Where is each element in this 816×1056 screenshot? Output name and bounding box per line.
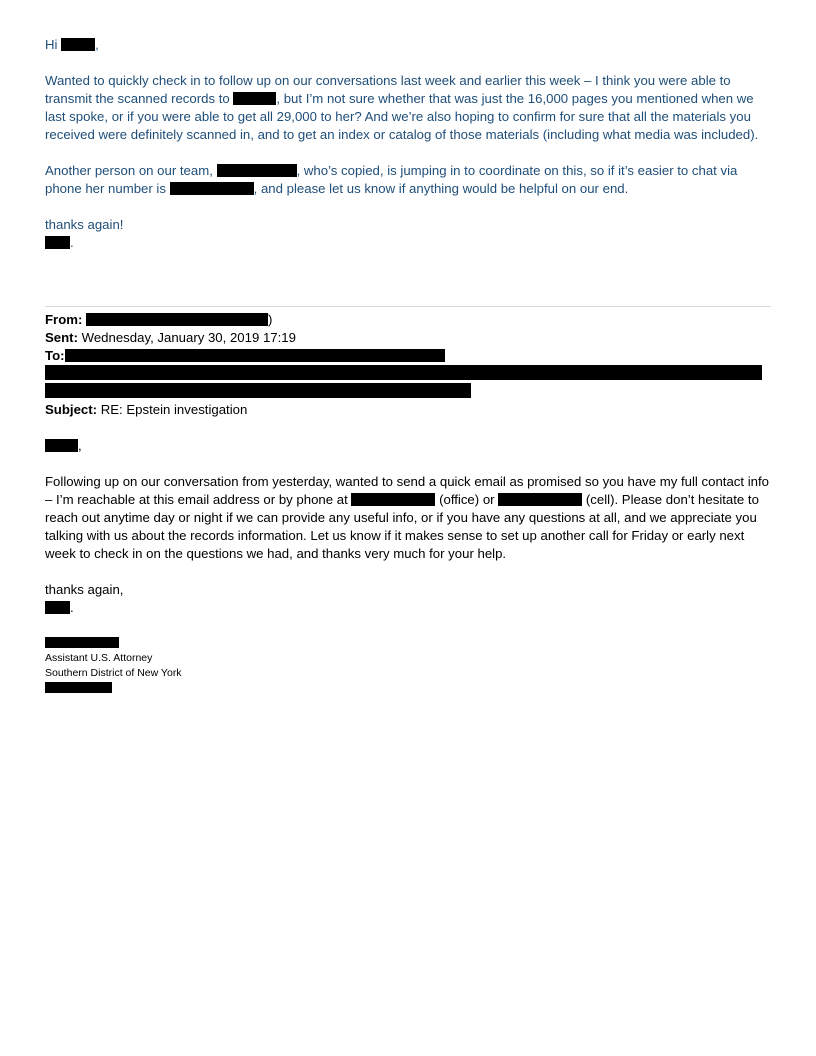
- to-line-2: [45, 365, 771, 383]
- first-message: [45, 36, 771, 252]
- message-divider: [45, 306, 771, 307]
- from-suffix: ): [268, 312, 273, 327]
- reply-message: [45, 437, 771, 617]
- paragraph-1: [45, 72, 771, 144]
- reply-text-b: (office) or: [439, 492, 495, 507]
- redaction-block: [45, 682, 112, 693]
- closing-line: thanks again!: [45, 217, 124, 232]
- sent-value: Wednesday, January 30, 2019 17:19: [81, 330, 296, 345]
- p1-text-a: Wanted to quickly check in to follow up on our conversations last week and earlier this week – I think you were able to transmit the scanned records to: [45, 73, 731, 106]
- signature-title: Assistant U.S. Attorney: [45, 652, 153, 664]
- redaction-block: [45, 439, 78, 452]
- redaction-block: [61, 38, 95, 51]
- redaction-block: [65, 349, 445, 362]
- paragraph-2: [45, 162, 771, 198]
- redaction-block: [170, 182, 254, 195]
- from-line: [45, 311, 771, 329]
- redaction-block: [86, 313, 268, 326]
- reply-sign-suffix: .: [70, 600, 74, 615]
- to-label: To:: [45, 348, 65, 363]
- reply-paragraph: [45, 473, 771, 563]
- subject-label: Subject:: [45, 402, 98, 417]
- p2-text-c: , and please let us know if anything would be helpful on our end.: [253, 181, 629, 196]
- sent-label: Sent:: [45, 330, 78, 345]
- greeting-text: Hi: [45, 37, 58, 52]
- sent-line: [45, 329, 771, 347]
- greeting-suffix: ,: [95, 37, 99, 52]
- redaction-block: [45, 637, 119, 648]
- reply-text-c: (cell). Please don’t hesitate to reach out anytime day or night if we can provide any useful info, or if you have any questions at all, and we appreciate you talking with us about the records information. Let us know if it makes sense to set up another call for Friday or early next week to check in on the questions we had, and thanks very much for your help.: [45, 492, 759, 561]
- redaction-block: [45, 383, 471, 398]
- p2-text-b: , who’s copied, is jumping in to coordinate on this, so if it’s easier to chat via phone her number is: [45, 163, 738, 196]
- email-header: [45, 311, 771, 419]
- redaction-block: [45, 601, 70, 614]
- redaction-block: [498, 493, 582, 506]
- reply-greeting-suffix: ,: [78, 438, 82, 453]
- from-label: From:: [45, 312, 83, 327]
- redaction-block: [45, 236, 70, 249]
- p2-text-a: Another person on our team,: [45, 163, 213, 178]
- reply-closing: thanks again,: [45, 582, 124, 597]
- redaction-block: [45, 365, 762, 380]
- sign-suffix: .: [70, 235, 74, 250]
- p1-text-b: , but I’m not sure whether that was just the 16,000 pages you mentioned when we last spoke, or if you were able to get all 29,000 to her? And we’re also hoping to confirm for sure that all the materials you received were definitely scanned in, and to get an index or catalog of those materials (including what media was included).: [45, 91, 759, 142]
- reply-initials: [45, 599, 771, 617]
- to-line-3: [45, 383, 771, 401]
- signature-office: Southern District of New York: [45, 667, 182, 679]
- reply-greeting: [45, 437, 771, 455]
- redaction-block: [217, 164, 297, 177]
- signature-contact: [45, 681, 182, 696]
- redaction-block: [233, 92, 276, 105]
- subject-value: RE: Epstein investigation: [100, 402, 248, 417]
- redaction-block: [351, 493, 435, 506]
- reply-text-a: Following up on our conversation from yesterday, wanted to send a quick email as promised so you have my full contact info – I’m reachable at this email address or by phone at: [45, 474, 769, 507]
- signature-name: [45, 636, 182, 651]
- greeting-line: [45, 36, 771, 54]
- signature-block: [45, 636, 182, 696]
- subject-line: [45, 401, 771, 419]
- sender-initials: [45, 234, 771, 252]
- to-line: [45, 347, 771, 365]
